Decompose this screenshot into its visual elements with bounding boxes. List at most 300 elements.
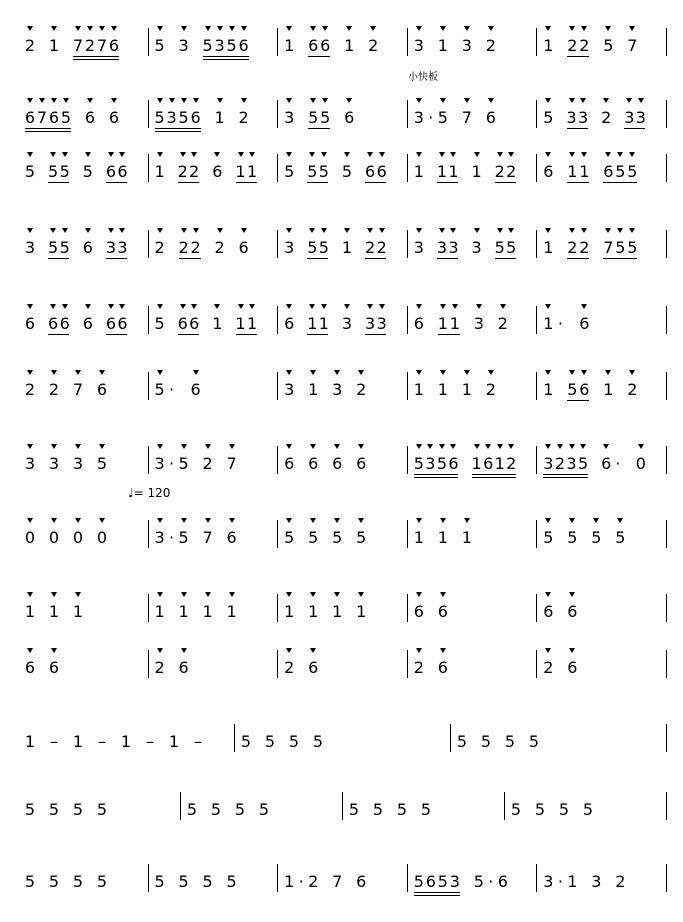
accent-tick [205, 592, 211, 597]
note-digit: 5 [60, 108, 72, 127]
note-digit: 6 [48, 108, 60, 127]
note-digit: 5 [348, 800, 360, 819]
note-digit: 5 [96, 454, 108, 473]
barline [666, 28, 667, 56]
barline [666, 372, 667, 400]
note-digit: 5 [264, 732, 276, 751]
beam-underline [203, 56, 249, 57]
note-digit: 5 [320, 108, 331, 127]
note-digit: 2 [601, 108, 612, 127]
barline [407, 306, 408, 334]
metronome-marking: ♩= 120 [128, 486, 171, 500]
note-digit: 5 [308, 528, 319, 547]
note-digit: 5 [603, 36, 614, 55]
note-digit: 1 [579, 162, 590, 181]
note-digit: 5 [48, 800, 60, 819]
beam-underline [155, 128, 201, 129]
note-digit: 0 [96, 528, 108, 547]
note-digit: 5 [24, 872, 36, 891]
note-digit: 5 [48, 162, 59, 181]
accent-tick [286, 444, 292, 449]
note-digit: 5 [528, 732, 540, 751]
note-digit: 3 [154, 454, 165, 473]
note-digit: 1 [120, 732, 132, 751]
note-digit: 5 [318, 238, 329, 257]
accent-tick [157, 98, 163, 103]
accent-tick [157, 648, 163, 653]
note-digit: 2 [214, 238, 225, 257]
note-digit: 6 [117, 314, 128, 333]
note-digit: 3 [332, 380, 343, 399]
note-digit: 6 [108, 108, 120, 127]
accent-tick [191, 152, 197, 157]
accent-tick [344, 304, 350, 309]
accent-tick [464, 370, 470, 375]
note-digit: 5 [154, 36, 165, 55]
note-digit: 1 [308, 380, 319, 399]
barline [148, 446, 149, 474]
accent-tick [545, 444, 551, 449]
note-digit: 3 [154, 528, 165, 547]
note-digit: 6 [344, 108, 355, 127]
note-digit: 6 [82, 314, 93, 333]
accent-tick [75, 370, 81, 375]
beam-underline [414, 477, 458, 478]
beam-underline [307, 334, 328, 335]
accent-tick [229, 26, 235, 31]
note-digit: 6 [117, 162, 128, 181]
accent-tick [181, 26, 187, 31]
barline [666, 306, 667, 334]
note-digit: 2 [178, 238, 189, 257]
barline [148, 864, 149, 892]
beam-underline [25, 131, 71, 132]
accent-tick [638, 444, 644, 449]
accent-tick [99, 444, 105, 449]
beam-underline [624, 128, 645, 129]
note-digit: 3 [365, 314, 376, 333]
note-digit: 3 [566, 454, 577, 473]
accent-tick [181, 98, 187, 103]
note-digit: 5 [234, 800, 246, 819]
accent-tick [310, 518, 316, 523]
accent-tick [617, 228, 623, 233]
accent-tick [626, 98, 632, 103]
note-digit: 6 [425, 872, 436, 891]
note-digit: 5 [504, 732, 516, 751]
note-digit: 2 [189, 162, 200, 181]
barline [666, 154, 667, 182]
note-digit: 1 [246, 314, 258, 333]
accent-tick [286, 228, 292, 233]
barline [277, 154, 278, 182]
score-system [0, 142, 683, 208]
note-digit: 1 [48, 36, 60, 55]
dash-note: – [98, 732, 106, 751]
note-digit: 1 [543, 314, 554, 333]
note-digit: 3 [284, 108, 295, 127]
note-digit: 2 [579, 238, 590, 257]
note-digit: 3 [214, 36, 225, 55]
dot-note: · [615, 454, 621, 473]
note-digit: 6 [437, 602, 448, 621]
note-digit: 5 [178, 528, 189, 547]
note-digit: 6 [84, 108, 96, 127]
accent-tick [310, 370, 316, 375]
barline [148, 28, 149, 56]
note-digit: 1 [471, 162, 482, 181]
accent-tick [111, 26, 117, 31]
accent-tick [99, 26, 105, 31]
accent-tick [62, 228, 68, 233]
barline [180, 792, 181, 820]
accent-tick [75, 26, 81, 31]
note-digit: 3 [284, 238, 295, 257]
note-digit: 1 [154, 602, 165, 621]
accent-tick [629, 228, 635, 233]
accent-tick [358, 444, 364, 449]
note-digit: 3 [413, 36, 424, 55]
accent-tick [310, 98, 316, 103]
accent-tick [157, 26, 163, 31]
note-digit: 0 [24, 528, 36, 547]
beam-underline [179, 258, 201, 259]
note-digit: 5 [308, 108, 319, 127]
accent-tick [51, 444, 57, 449]
score-system [0, 638, 683, 704]
beam-underline [48, 334, 69, 335]
beam-underline [106, 258, 127, 259]
note-digit: 5 [307, 162, 318, 181]
accent-tick [181, 444, 187, 449]
accent-tick [27, 228, 33, 233]
barline [277, 446, 278, 474]
accent-tick [181, 518, 187, 523]
accent-tick [310, 648, 316, 653]
note-digit: 5 [627, 162, 638, 181]
beam-underline [603, 182, 637, 183]
barline [536, 372, 537, 400]
accent-tick [322, 26, 328, 31]
accent-tick [569, 648, 575, 653]
note-digit: 1 [72, 732, 84, 751]
accent-tick [569, 26, 575, 31]
accent-tick [286, 152, 292, 157]
note-digit: 3 [448, 238, 459, 257]
note-digit: 5 [543, 108, 554, 127]
accent-tick [545, 518, 551, 523]
note-digit: 1 [356, 602, 367, 621]
accent-tick [416, 370, 422, 375]
note-digit: 6 [48, 314, 59, 333]
note-digit: 3 [24, 238, 36, 257]
accent-tick [629, 152, 635, 157]
beam-underline [308, 128, 330, 129]
note-digit: 2 [308, 872, 319, 891]
note-digit: 5 [437, 108, 448, 127]
note-digit: 3 [635, 108, 646, 127]
barline [504, 792, 505, 820]
accent-tick [310, 444, 316, 449]
accent-tick [241, 98, 247, 103]
note-digit: 1 [284, 872, 295, 891]
barline [148, 154, 149, 182]
accent-tick [508, 228, 514, 233]
note-digit: 3 [566, 108, 577, 127]
beam-underline [365, 334, 386, 335]
note-digit: 6 [284, 314, 295, 333]
dot-note: · [169, 380, 175, 399]
accent-tick [439, 444, 445, 449]
note-digit: 5 [372, 800, 384, 819]
note-digit: 5 [437, 872, 448, 891]
accent-tick [310, 26, 316, 31]
note-digit: 7 [461, 108, 472, 127]
beam-underline [307, 182, 328, 183]
accent-tick [108, 152, 114, 157]
note-digit: 6 [579, 380, 590, 399]
accent-tick [75, 444, 81, 449]
barline [342, 792, 343, 820]
note-digit: 1 [235, 162, 246, 181]
note-digit: 7 [226, 454, 237, 473]
dash-note: – [146, 732, 154, 751]
note-digit: 6 [543, 162, 554, 181]
accent-tick [569, 518, 575, 523]
note-digit: 5 [420, 800, 432, 819]
barline [536, 100, 537, 128]
beam-underline [472, 474, 516, 475]
accent-tick [416, 152, 422, 157]
accent-tick [557, 444, 563, 449]
accent-tick [569, 444, 575, 449]
accent-tick [370, 26, 376, 31]
note-digit: 6 [413, 602, 424, 621]
accent-tick [181, 228, 187, 233]
note-digit: 2 [567, 238, 578, 257]
accent-tick [569, 228, 575, 233]
accent-tick [344, 152, 350, 157]
note-digit: 1 [567, 872, 578, 891]
accent-tick [87, 98, 93, 103]
accent-tick [157, 370, 163, 375]
accent-tick [157, 152, 163, 157]
accent-tick [379, 228, 385, 233]
note-digit: 2 [615, 872, 626, 891]
accent-tick [474, 228, 480, 233]
accent-tick [464, 518, 470, 523]
note-digit: 6 [567, 602, 578, 621]
barline [666, 792, 667, 820]
accent-tick [229, 518, 235, 523]
note-digit: 2 [154, 238, 165, 257]
note-digit: 2 [154, 658, 165, 677]
accent-tick [286, 304, 292, 309]
accent-tick [286, 98, 292, 103]
accent-tick [580, 98, 586, 103]
accent-tick [309, 304, 315, 309]
barline [536, 520, 537, 548]
barline [407, 28, 408, 56]
accent-tick [321, 152, 327, 157]
barline [407, 100, 408, 128]
accent-tick [346, 98, 352, 103]
barline [148, 100, 149, 128]
note-digit: 1 [284, 36, 295, 55]
accent-tick [181, 592, 187, 597]
barline [407, 230, 408, 258]
accent-tick [75, 518, 81, 523]
barline [277, 372, 278, 400]
barline [666, 100, 667, 128]
note-digit: 6 [437, 658, 448, 677]
accent-tick [63, 98, 69, 103]
accent-tick [322, 98, 328, 103]
accent-tick [334, 444, 340, 449]
note-digit: 6 [376, 162, 387, 181]
accent-tick [367, 152, 373, 157]
accent-tick [439, 228, 445, 233]
accent-tick [638, 98, 644, 103]
barline [450, 724, 451, 752]
note-digit: 2 [356, 380, 367, 399]
beam-underline [567, 400, 589, 401]
note-digit: 2 [627, 380, 638, 399]
accent-tick [581, 304, 587, 309]
barline [666, 520, 667, 548]
beam-underline [308, 56, 330, 57]
accent-tick [545, 592, 551, 597]
accent-tick [180, 152, 186, 157]
accent-tick [27, 304, 33, 309]
note-digit: 5 [24, 162, 36, 181]
note-digit: 2 [202, 454, 213, 473]
barline [148, 520, 149, 548]
beam-underline [438, 334, 460, 335]
barline [277, 100, 278, 128]
barline [148, 372, 149, 400]
dot-note: · [169, 528, 175, 547]
barline [277, 650, 278, 678]
accent-tick [605, 152, 611, 157]
note-digit: 2 [485, 36, 496, 55]
accent-tick [617, 518, 623, 523]
barline [407, 520, 408, 548]
note-digit: 5 [154, 380, 165, 399]
barline [536, 306, 537, 334]
note-digit: 1 [543, 380, 554, 399]
note-digit: 5 [627, 238, 638, 257]
note-digit: 3 [449, 872, 460, 891]
note-digit: 3 [413, 238, 424, 257]
beam-underline [178, 182, 199, 183]
accent-tick [62, 304, 68, 309]
note-digit: 3 [413, 108, 424, 127]
accent-tick [27, 592, 33, 597]
accent-tick [416, 648, 422, 653]
accent-tick [617, 152, 623, 157]
note-digit: 3 [48, 454, 60, 473]
note-digit: 3 [105, 238, 116, 257]
note-digit: 2 [494, 162, 505, 181]
accent-tick [379, 304, 385, 309]
accent-tick [238, 304, 244, 309]
note-digit: 6 [59, 314, 70, 333]
barline [666, 446, 667, 474]
accent-tick [99, 370, 105, 375]
note-digit: 5 [226, 36, 237, 55]
accent-tick [488, 370, 494, 375]
note-digit: 5 [615, 238, 626, 257]
note-digit: 5 [558, 800, 570, 819]
note-digit: 2 [543, 658, 554, 677]
accent-tick [180, 304, 186, 309]
accent-tick [580, 444, 586, 449]
note-digit: 5 [591, 528, 602, 547]
note-digit: 2 [48, 380, 60, 399]
accent-tick [334, 518, 340, 523]
note-digit: 1 [202, 602, 213, 621]
note-digit: 1 [24, 602, 36, 621]
note-digit: 5 [332, 528, 343, 547]
note-digit: 1 [461, 528, 472, 547]
beam-underline [567, 182, 589, 183]
note-digit: 5 [318, 162, 329, 181]
accent-tick [358, 518, 364, 523]
barline [407, 446, 408, 474]
note-digit: 5 [356, 528, 367, 547]
accent-tick [545, 370, 551, 375]
note-digit: 2 [506, 454, 517, 473]
accent-tick [485, 444, 491, 449]
note-digit: 2 [506, 162, 517, 181]
accent-tick [157, 518, 163, 523]
note-digit: 6 [567, 658, 578, 677]
note-digit: 6 [24, 314, 36, 333]
accent-tick [214, 304, 220, 309]
barline [234, 724, 235, 752]
note-digit: 6 [178, 658, 189, 677]
note-digit: 2 [365, 238, 376, 257]
barline [277, 28, 278, 56]
accent-tick [508, 152, 514, 157]
accent-tick [27, 648, 33, 653]
beam-underline [414, 892, 460, 893]
note-digit: 5 [96, 800, 108, 819]
note-digit: 3 [471, 238, 482, 257]
accent-tick [581, 228, 587, 233]
accent-tick [321, 228, 327, 233]
accent-tick [440, 304, 446, 309]
note-digit: 1 [48, 602, 60, 621]
score-system [0, 508, 683, 574]
note-digit: 5 [567, 380, 578, 399]
accent-tick [286, 592, 292, 597]
note-digit: 6 [603, 162, 614, 181]
accent-tick [229, 444, 235, 449]
accent-tick [85, 304, 91, 309]
note-digit: 1 [437, 528, 448, 547]
accent-tick [545, 152, 551, 157]
note-digit: 6 [308, 658, 319, 677]
accent-tick [416, 228, 422, 233]
note-digit: 1 [436, 162, 447, 181]
accent-tick [379, 152, 385, 157]
accent-tick [321, 304, 327, 309]
accent-tick [286, 370, 292, 375]
accent-tick [27, 152, 33, 157]
accent-tick [286, 648, 292, 653]
